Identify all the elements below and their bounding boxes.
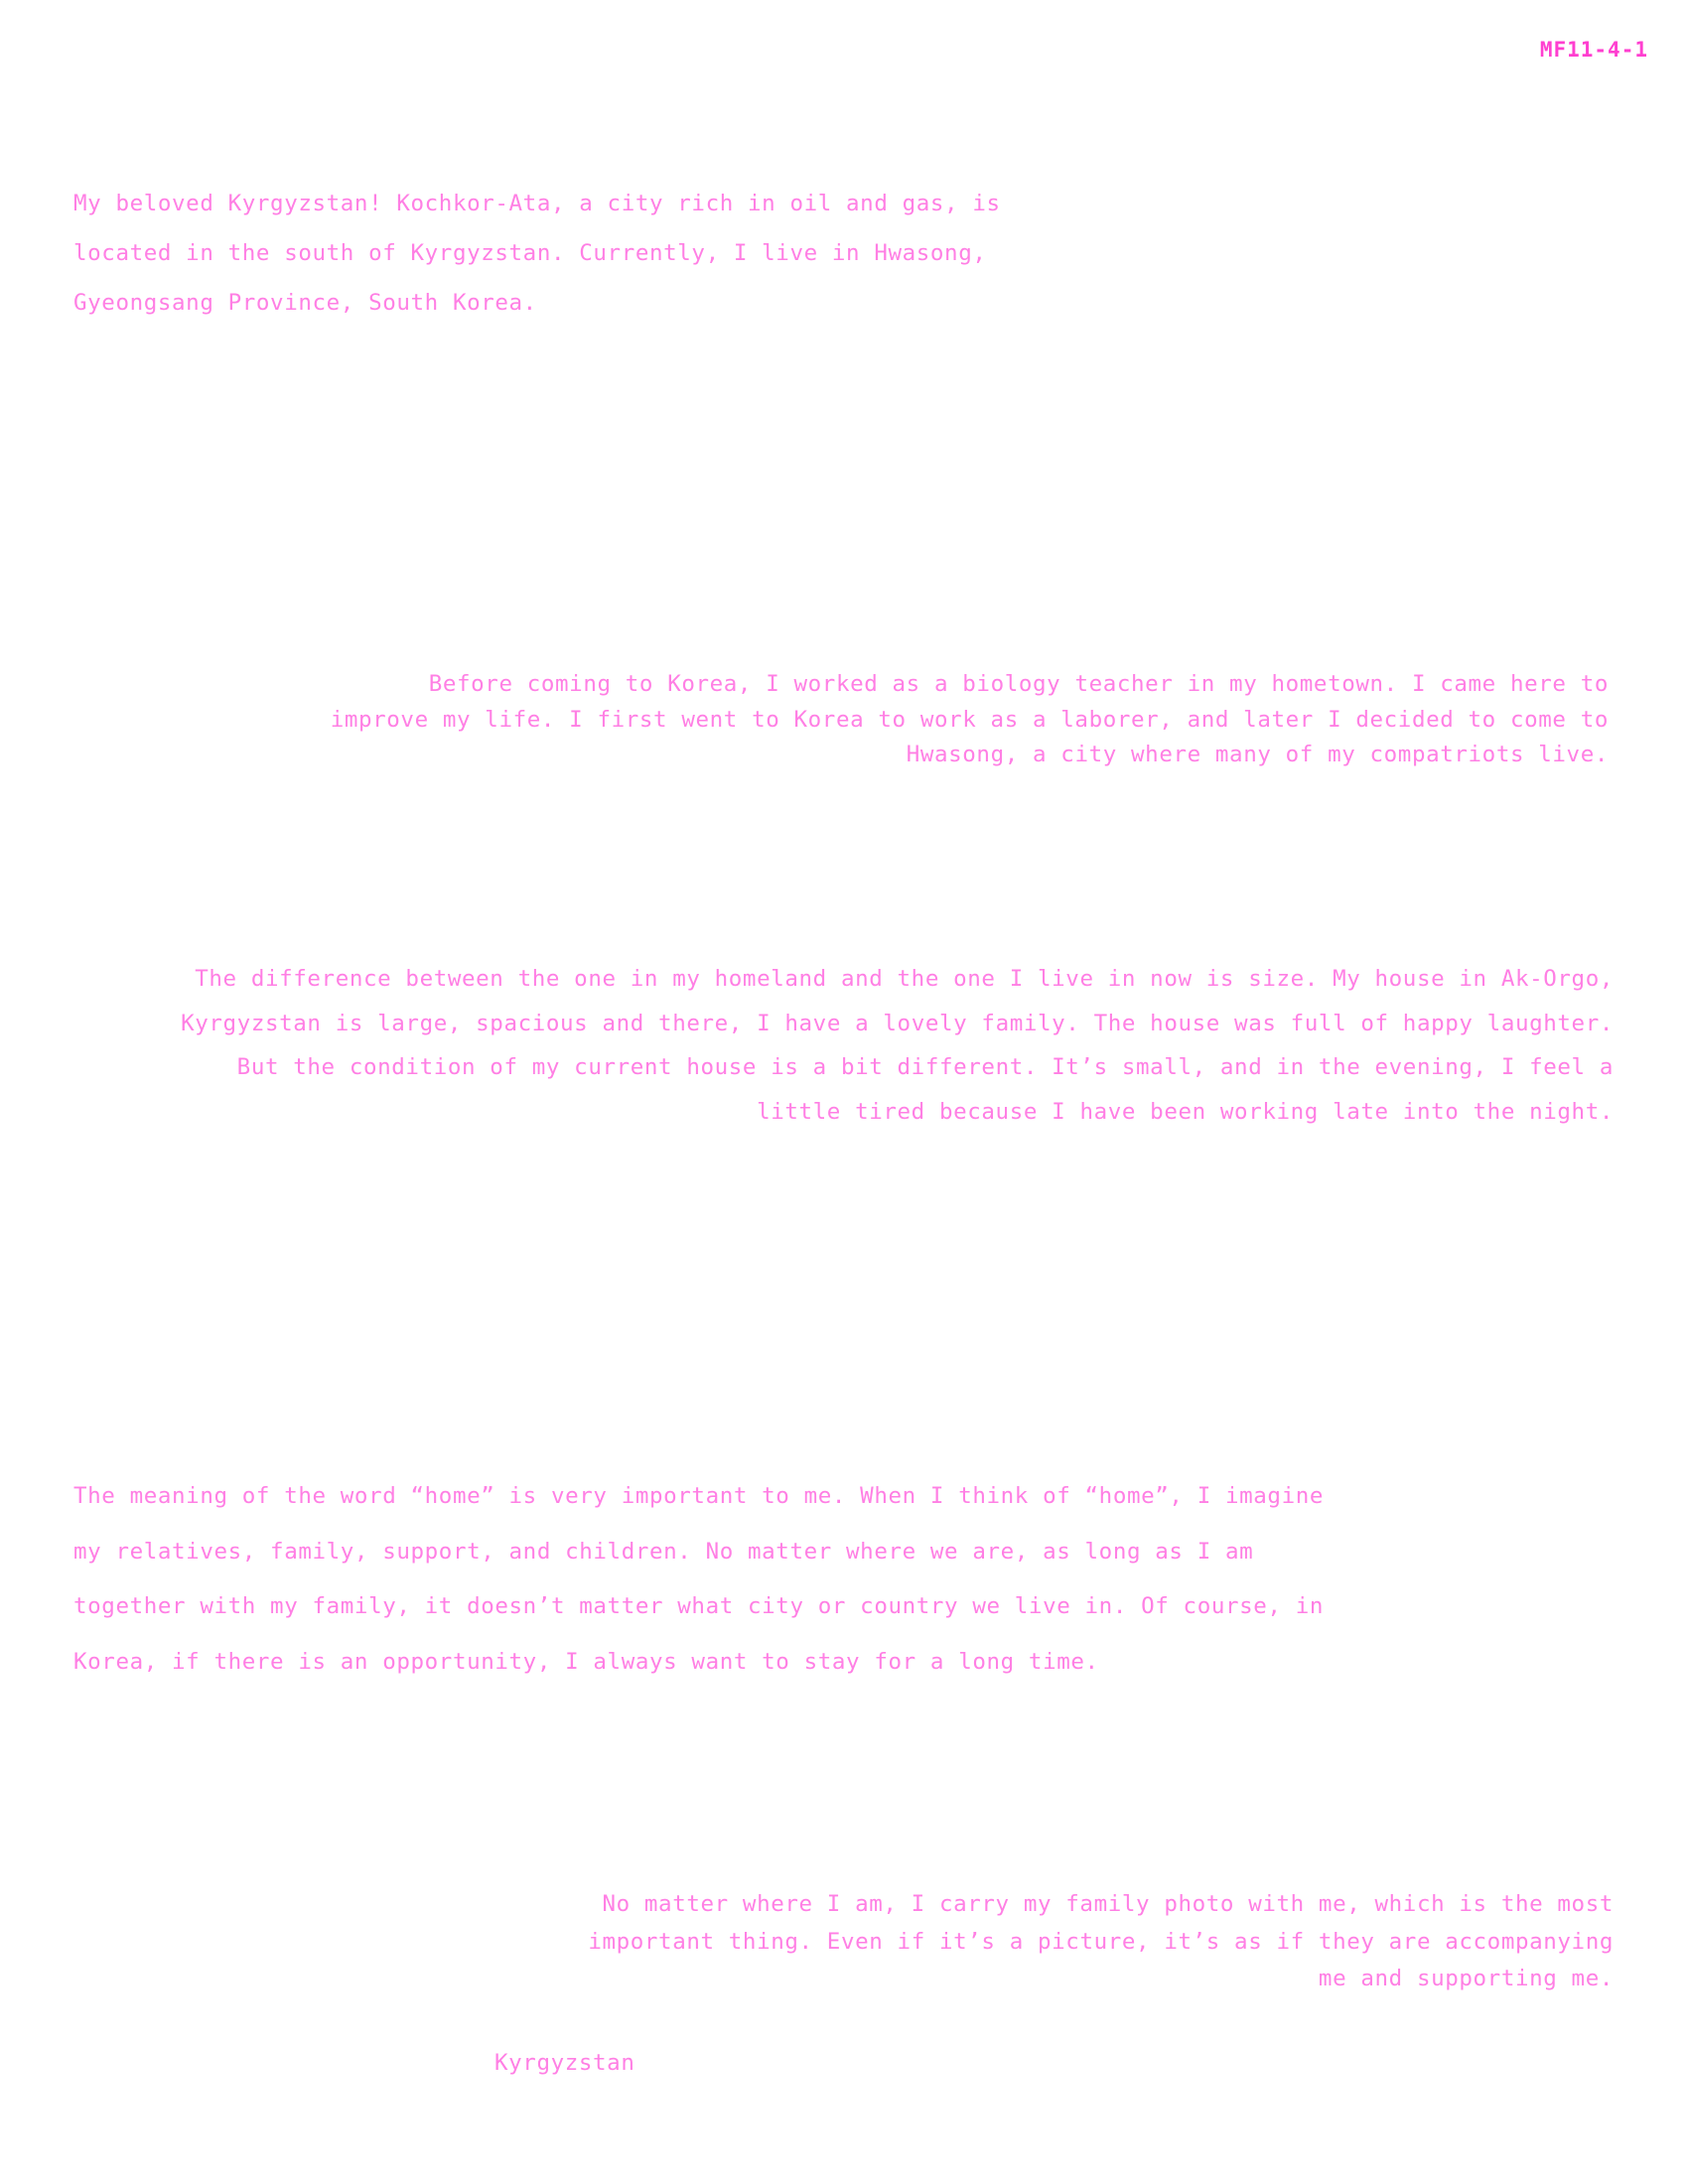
paragraph-intro: My beloved Kyrgyzstan! Kochkor-Ata, a city rich in oil and gas, is located in the south of Kyrgyzstan. Currently, I live in Hwasong, Gyeongsang Province, South Korea. (73, 191, 1015, 316)
paragraph-meaning-of-home: The meaning of the word “home” is very important to me. When I think of “home”, I imagine my relatives, family, support, and children. No matter where we are, as long as I am together with my family, it doesn’t matter what city or country we live in. Of course, in Korea, if there is an opportunity, I always want to stay for a long time. (73, 1483, 1338, 1675)
document-id-label: MF11-4-1 (1539, 38, 1648, 62)
paragraph-family-photo: No matter where I am, I carry my family photo with me, which is the most important thing. Even if it’s a picture, it’s as if they are accompanying me and supporting me. (588, 1891, 1628, 1991)
paragraph-before-korea: Before coming to Korea, I worked as a biology teacher in my hometown. I came here to improve my life. I first went to Korea to work as a laborer, and later I decided to come to Hwasong, a city where many of my compatriots live. (330, 671, 1623, 767)
caption-country-label: Kyrgyzstan (494, 2050, 635, 2076)
paragraph-house-difference: The difference between the one in my homeland and the one I live in now is size. My house in Ak-Orgo, Kyrgyzstan is large, spacious and there, I have a lovely family. The house was full of happy laughter. But the condition of my current house is a bit different. It’s small, and in the evening, I feel a little tired because I have been working late into the night. (181, 966, 1628, 1125)
